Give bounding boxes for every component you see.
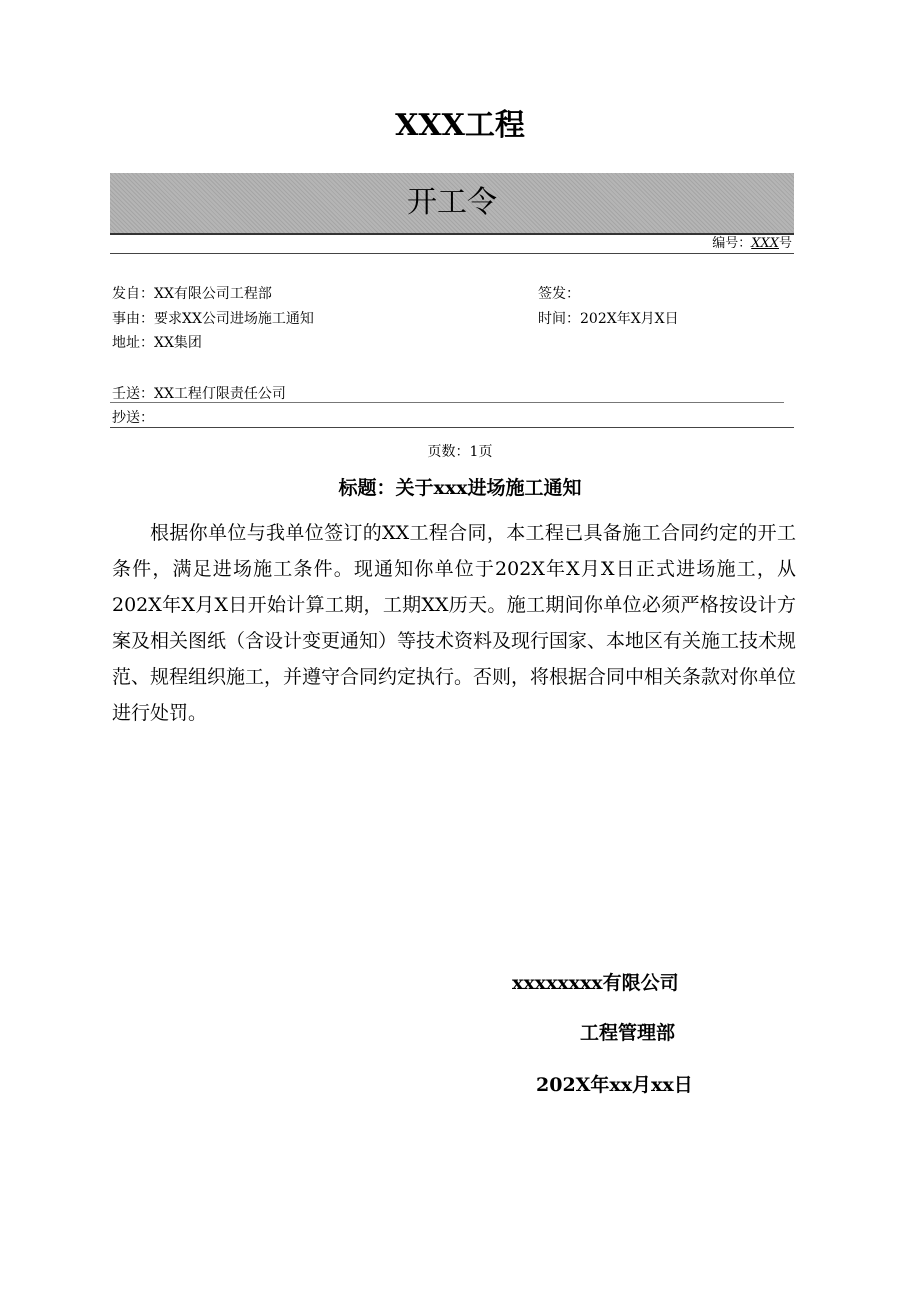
number-suffix: 号: [778, 236, 792, 251]
distribution-cc: 抄送：: [112, 410, 154, 426]
notice-subject: 标题：关于xxx进场施工通知: [338, 477, 582, 499]
distribution-to-underline: [110, 402, 784, 403]
number-value: XXX: [751, 236, 779, 251]
document-title: XXX工程: [395, 108, 525, 143]
notice-body: 根据你单位与我单位签订的XX工程合同，本工程已具备施工合同约定的开工条件，满足进场施工条件。现通知你单位于202X年X月X日正式进场施工，从202X年X月X日开始计算工期，工期XX历天。施工期间你单位必须严格按设计方案及相关图纸（含设计变更通知）等技术资料及现行国家、本地区有关施工技术规范、规程组织施工，并遵守合同约定执行。否则，将根据合同中相关条款对你单位进行处罚。: [112, 522, 797, 724]
signature-department: 工程管理部: [580, 1022, 676, 1044]
signature-date: 202X年xx月xx日: [536, 1074, 693, 1096]
order-title-banner: [110, 173, 794, 235]
distribution-divider: [110, 427, 794, 428]
meta-reason: 事由：要求XX公司进场施工通知: [112, 311, 314, 327]
header-divider: [110, 253, 794, 254]
page-count: 页数：1页: [427, 444, 493, 460]
order-title: 开工令: [407, 185, 497, 220]
number-label: 编号：: [712, 236, 752, 251]
document-number: [712, 235, 792, 253]
signature-company: xxxxxxxx有限公司: [512, 972, 679, 994]
meta-address: 地址：XX集团: [112, 335, 202, 351]
distribution-to: 壬送：XX工程仃限责任公司: [112, 386, 286, 402]
meta-issuer: 签发：: [538, 286, 580, 302]
meta-time: 时间：202X年X月X日: [538, 311, 679, 327]
meta-from: 发自：XX有限公司工程部: [112, 286, 272, 302]
